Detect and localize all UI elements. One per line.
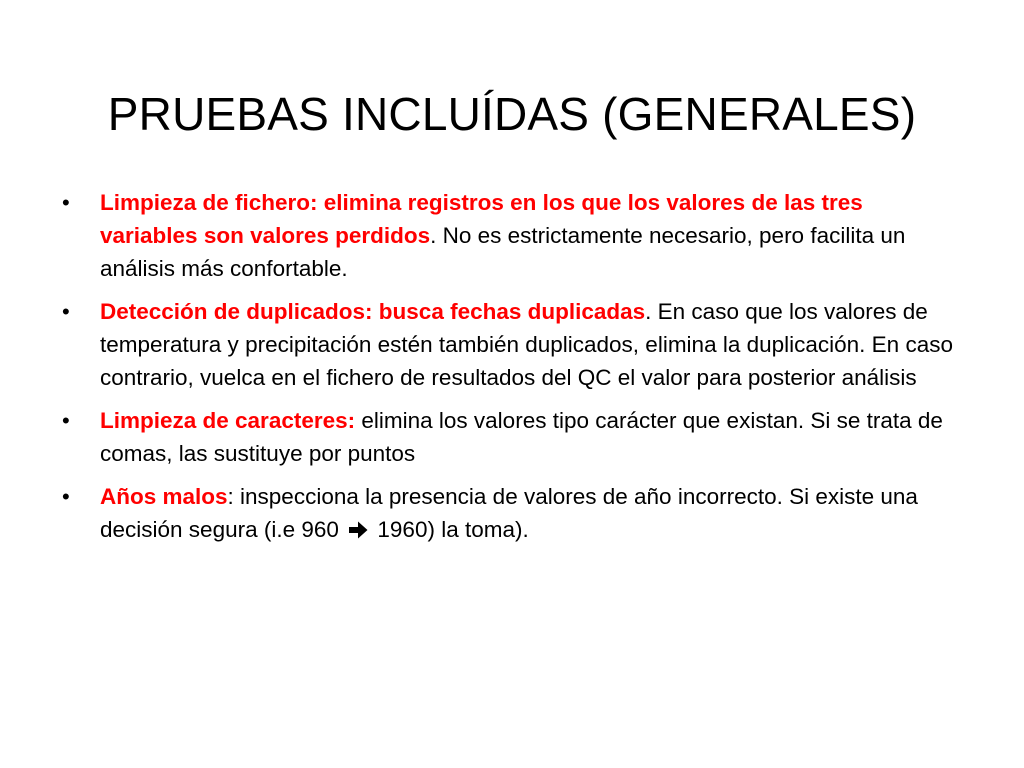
bullet-highlight: Limpieza de fichero: elimina registros en los que los valores de las tres variables son valores perdidos xyxy=(100,190,863,248)
bullet-text: . No es estrictamente necesario, pero facilita un análisis más confortable. xyxy=(100,223,906,281)
bullet-text: elimina los valores tipo carácter que existan. Si se trata de comas, las sustituye por puntos xyxy=(100,408,943,466)
bullet-dot-icon: • xyxy=(62,484,70,509)
slide-title: PRUEBAS INCLUÍDAS (GENERALES) xyxy=(107,87,917,140)
bullet-text: . En caso que los valores de temperatura y precipitación estén también duplicados, elimina la duplicación. En caso contrario, vuelca en el fichero de resultados del QC el valor para posterior análisis xyxy=(100,299,953,390)
bullet-item-characters xyxy=(62,404,962,470)
bullet-highlight: Detección de duplicados: busca fechas duplicadas xyxy=(100,299,646,324)
bullet-item-file-cleaning xyxy=(62,186,962,285)
bullet-dot-icon: • xyxy=(62,299,70,324)
bullet-item-bad-years xyxy=(62,480,962,546)
bullet-item-duplicates xyxy=(62,295,962,394)
bullet-text-before-arrow: : inspecciona la presencia de valores de año incorrecto. Si existe una decisión segura (i.e 960 xyxy=(100,484,918,542)
bullet-dot-icon: • xyxy=(62,408,70,433)
bullet-list xyxy=(62,186,962,556)
bullet-highlight: Limpieza de caracteres: xyxy=(100,408,356,433)
bullet-dot-icon: • xyxy=(62,190,70,215)
right-arrow-icon xyxy=(347,520,369,540)
bullet-text-after-arrow: 1960) la toma). xyxy=(371,517,529,542)
bullet-highlight: Años malos xyxy=(100,484,228,509)
